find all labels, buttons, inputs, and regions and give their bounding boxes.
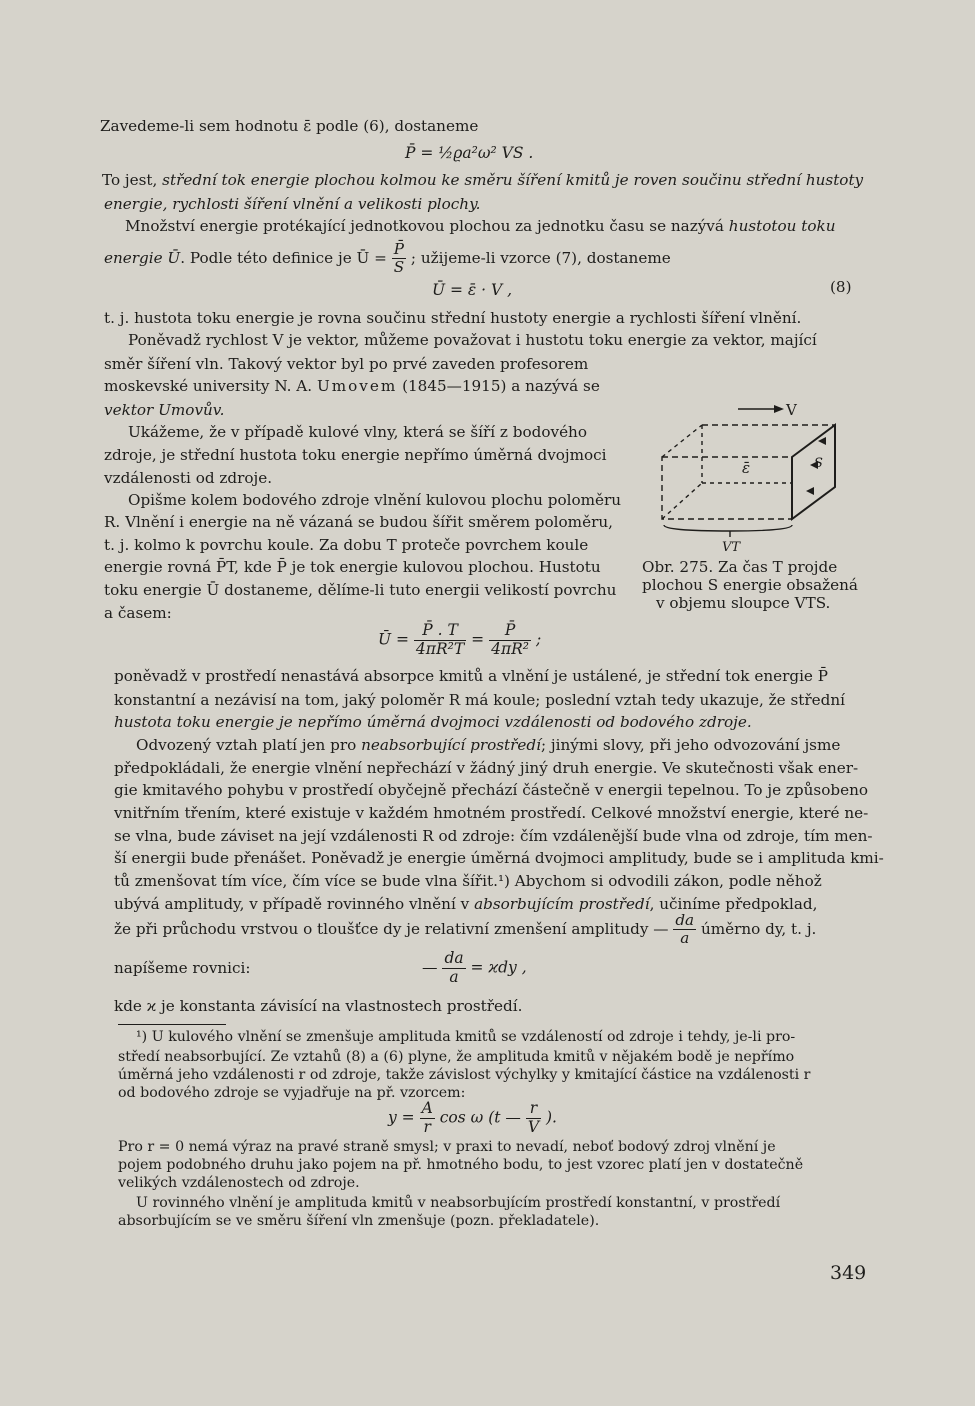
text-line: R. Vlnění i energie na ně vázaná se budou šířit směrem poloměru, xyxy=(104,513,613,531)
vt-bracket xyxy=(664,525,792,537)
text-line: vektor Umovův. xyxy=(104,401,225,419)
figure-caption: Obr. 275. Za čas T projde xyxy=(642,558,838,576)
velocity-arrow-head xyxy=(774,405,784,413)
footnote-rule xyxy=(118,1024,226,1025)
text-line: t. j. kolmo k povrchu koule. Za dobu T proteče povrchem koule xyxy=(104,536,589,554)
footnote-line: úměrná jeho vzdálenosti r od zdroje, takže závislost výchylky y kmitající částice na vzdálenosti r xyxy=(118,1067,811,1083)
text-line: ší energii bude přenášet. Poněvadž je energie úměrná dvojmoci amplitudy, bude se i amplituda kmi- xyxy=(114,849,884,867)
text-line: energie Ū. Podle této definice je Ū = $\frac{P̄}{S}$ ; užijeme-li vzorce (7), dostaneme xyxy=(104,240,671,277)
fraction-da-over-a: $\frac{da}{a}$ xyxy=(675,911,695,948)
text-line: hustota toku energie je nepřímo úměrná dvojmoci vzdálenosti od bodového zdroje. xyxy=(114,713,752,731)
text-line: ubývá amplitudy, v případě rovinného vlnění v absorbujícím prostředí, učiníme předpoklad, xyxy=(114,895,818,913)
text-line: a časem: xyxy=(104,604,172,622)
flow-arrow-icon xyxy=(818,437,826,445)
footnote-line: absorbujícím se ve směru šíření vln zmenšuje (pozn. překladatele). xyxy=(118,1213,600,1229)
surface-s xyxy=(792,425,835,519)
text-line: poněvadž v prostředí nenastává absorpce kmitů a vlnění je ustálené, je střední tok energie P̄ xyxy=(114,667,828,685)
text-line: kde ϰ je konstanta závisící na vlastnostech prostředí. xyxy=(114,997,523,1015)
text-line: To jest, střední tok energie plochou kolmou ke směru šíření kmitů je roven součinu střední hustoty xyxy=(102,171,864,189)
figure-caption: v objemu sloupce VTS. xyxy=(656,594,831,612)
figure-label-v: V xyxy=(786,401,797,419)
figure-275-diagram xyxy=(650,395,850,555)
text-line: gie kmitavého pohybu v prostředí obyčejně přechází částečně v energii tepelnou. To je způsobeno xyxy=(114,781,869,799)
footnote-line: velikých vzdálenostech od zdroje. xyxy=(118,1175,360,1191)
fraction-p-over-s: $\frac{P̄}{S}$ xyxy=(393,240,405,277)
text-line: tů zmenšovat tím více, čím více se bude vlna šířit.¹) Abychom si odvodili zákon, podle něhož xyxy=(114,872,822,890)
footnote-line: ¹) U kulového vlnění se zmenšuje amplituda kmitů se vzdáleností od zdroje i tehdy, je-li pro- xyxy=(136,1029,796,1045)
text-line: energie, rychlosti šíření vlnění a velikosti plochy. xyxy=(104,195,481,213)
text-line: že při průchodu vrstvou o tloušťce dy je relativní zmenšení amplitudy — $\frac{da}{a}$ úměrno dy, t. j. xyxy=(114,911,817,948)
page-number: 349 xyxy=(830,1262,867,1284)
text-line: směr šíření vln. Takový vektor byl po prvé zaveden profesorem xyxy=(104,355,589,373)
fraction: $\frac{P̄ . T}{\text{4πR²T}}$ xyxy=(415,621,465,658)
text-line: Opišme kolem bodového zdroje vlnění kulovou plochu poloměru xyxy=(128,491,622,509)
text-line: Ukážeme, že v případě kulové vlny, která se šíří z bodového xyxy=(128,423,587,441)
equation-mean-energy-flux: P̄ = ½ϱa²ω² VS . xyxy=(405,144,534,162)
text-line: energie rovná P̄T, kde P̄ je tok energie kulovou plochou. Hustotu xyxy=(104,558,601,576)
equation-flux-density: Ū = $\frac{P̄ . T}{\text{4πR²T}}$ = $\frac{P̄}{\text{4πR²}}$ ; xyxy=(378,621,542,658)
footnote-line: pojem podobného druhu jako pojem na př. hmotného bodu, to jest vzorec platí jen v dostatečně xyxy=(118,1157,804,1173)
edge-diagonal xyxy=(662,483,702,519)
text-line: Odvozený vztah platí jen pro neabsorbující prostředí; jinými slovy, při jeho odvozování jsme xyxy=(136,736,841,754)
fraction: $\frac{da}{a}$ xyxy=(444,949,464,986)
figure-label-vt: VT xyxy=(722,540,741,555)
text-line: Zavedeme-li sem hodnotu ε̄ podle (6), dostaneme xyxy=(100,117,479,135)
figure-caption: plochou S energie obsažená xyxy=(642,576,858,594)
fraction: $\frac{A}{r}$ xyxy=(421,1099,433,1136)
text-line: předpokládali, že energie vlnění nepřechází v žádný jiný druh energie. Ve skutečnosti však ener- xyxy=(114,759,859,777)
figure-label-epsilon: ε̄ xyxy=(742,459,751,477)
flow-arrow-icon xyxy=(806,487,814,495)
fraction: $\frac{r}{V}$ xyxy=(527,1099,540,1136)
figure-label-s: S xyxy=(814,456,823,471)
text-line: toku energie Ū dostaneme, dělíme-li tuto energii velikostí povrchu xyxy=(104,581,617,599)
text-line: moskevské university N. A. Umovem (1845—1915) a nazývá se xyxy=(104,377,600,395)
text-line: napíšeme rovnici: xyxy=(114,959,251,977)
footnote-line: středí neabsorbující. Ze vztahů (8) a (6) plyne, že amplituda kmitů v nějakém bodě je nepřímo xyxy=(118,1049,795,1065)
text-line: t. j. hustota toku energie je rovna součinu střední hustoty energie a rychlosti šíření vlnění. xyxy=(104,309,802,327)
text-line: konstantní a nezávisí na tom, jaký poloměr R má koule; poslední vztah tedy ukazuje, že střední xyxy=(114,691,845,709)
footnote-line: U rovinného vlnění je amplituda kmitů v neabsorbujícím prostředí konstantní, v prostředí xyxy=(136,1195,781,1211)
text-line: vnitřním třením, které existuje v každém hmotném prostředí. Celkové množství energie, které ne- xyxy=(114,804,869,822)
footnote-line: od bodového zdroje se vyjadřuje na př. vzorcem: xyxy=(118,1085,466,1101)
edge-diagonal xyxy=(662,425,702,457)
front-face xyxy=(662,457,792,519)
footnote-line: Pro r = 0 nemá výraz na pravé straně smysl; v praxi to nevadí, neboť bodový zdroj vlnění je xyxy=(118,1139,776,1155)
equation-absorption: — $\frac{da}{a}$ = ϰdy , xyxy=(422,949,527,986)
fraction: $\frac{P̄}{\text{4πR²}}$ xyxy=(491,621,530,658)
text-line: zdroje, je střední hustota toku energie nepřímo úměrná dvojmoci xyxy=(104,446,607,464)
equation-8: Ū = ε̄ · V , xyxy=(432,281,513,299)
equation-spherical-wave: y = $\frac{A}{r}$ cos ω (t — $\frac{r}{V}$ ). xyxy=(388,1099,557,1136)
text-line: se vlna, bude záviset na její vzdálenosti R od zdroje: čím vzdálenější bude vlna od zdroje, tím men- xyxy=(114,827,873,845)
text-line: Množství energie protékající jednotkovou plochou za jednotku času se nazývá hustotou toku xyxy=(125,217,836,235)
equation-number: (8) xyxy=(830,278,852,296)
text-line: vzdálenosti od zdroje. xyxy=(104,469,273,487)
text-line: Poněvadž rychlost V je vektor, můžeme považovat i hustotu toku energie za vektor, mající xyxy=(128,331,817,349)
